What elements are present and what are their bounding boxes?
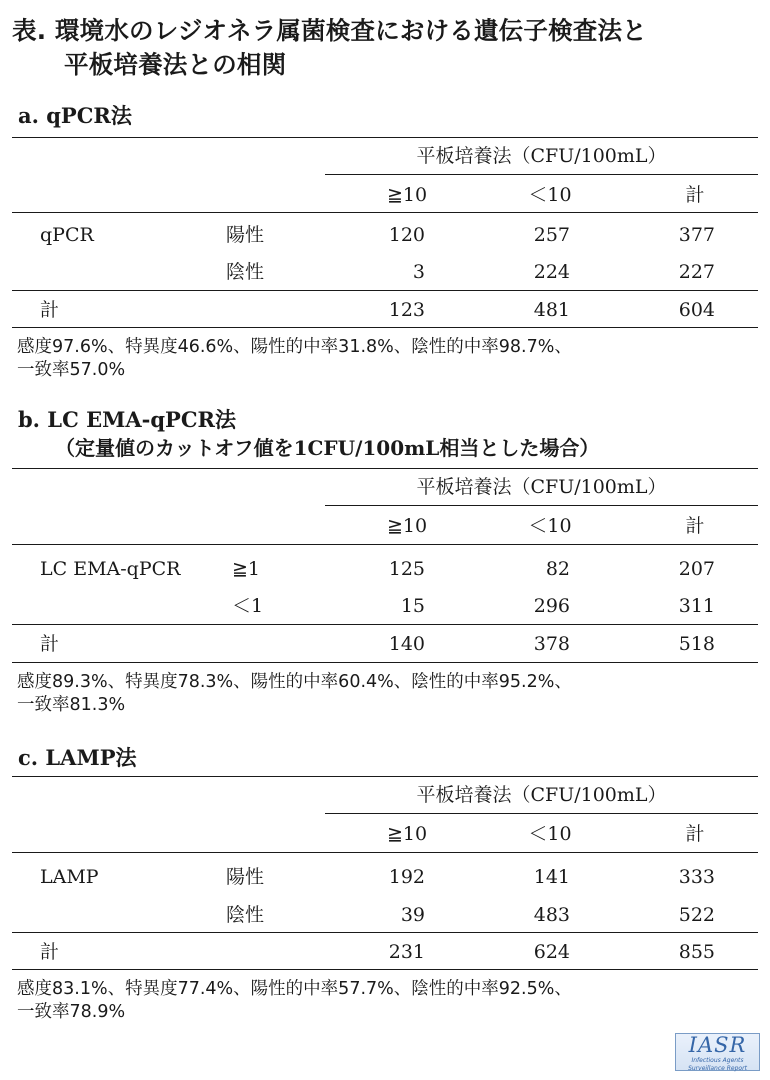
rule-header: [12, 544, 758, 545]
row-label: LC EMA-qPCR: [40, 558, 181, 580]
title-line-2: 平板培養法との相関: [64, 50, 287, 79]
rule-top: [12, 468, 758, 469]
logo-tagline: Infectious Agents Surveillance Report: [688, 1057, 747, 1072]
row-category: ≧1: [232, 558, 261, 580]
col-header-lt10: ＜10: [528, 184, 572, 206]
total-value: 231: [388, 941, 425, 963]
section-heading-text: b. LC EMA-qPCR法: [18, 407, 236, 432]
cell-value: 227: [678, 261, 715, 283]
row-category: 陽性: [226, 866, 265, 888]
group-header: 平板培養法（CFU/100mL）: [416, 784, 667, 806]
total-value: 624: [533, 941, 570, 963]
col-header-ge10: ≧10: [386, 823, 428, 845]
col-header-lt10: ＜10: [528, 515, 572, 537]
cell-value: 257: [533, 224, 570, 246]
cell-value: 377: [678, 224, 715, 246]
cell-value: 483: [533, 904, 570, 926]
cell-value: 15: [400, 595, 425, 617]
rule-group: [325, 813, 758, 814]
rule-total: [12, 932, 758, 933]
title-line-1: 表. 環境水のレジオネラ属菌検査における遺伝子検査法と: [12, 16, 647, 45]
col-header-total: 計: [685, 515, 705, 537]
row-label: qPCR: [40, 224, 94, 246]
cell-value: 82: [545, 558, 570, 580]
section-heading-text: c. LAMP法: [18, 745, 137, 770]
section-heading: [18, 102, 132, 130]
cell-value: 39: [400, 904, 425, 926]
rule-total: [12, 624, 758, 625]
col-header-ge10: ≧10: [386, 515, 428, 537]
cell-value: 296: [533, 595, 570, 617]
cell-value: 333: [678, 866, 715, 888]
rule-total: [12, 290, 758, 291]
rule-bottom: [12, 969, 758, 970]
stats-line-1: 感度97.6%、特異度46.6%、陽性的中率31.8%、陰性的中率98.7%、: [17, 337, 572, 357]
rule-group: [325, 505, 758, 506]
stats-line-2: 一致率81.3%: [17, 695, 126, 715]
row-label: LAMP: [40, 866, 99, 888]
col-header-lt10: ＜10: [528, 823, 572, 845]
section-heading: [18, 744, 137, 772]
section-heading-text: a. qPCR法: [18, 103, 132, 128]
total-label: 計: [40, 299, 60, 321]
rule-bottom: [12, 662, 758, 663]
group-header: 平板培養法（CFU/100mL）: [416, 145, 667, 167]
col-header-ge10: ≧10: [386, 184, 428, 206]
iasr-logo: [675, 1033, 760, 1071]
cell-value: 192: [388, 866, 425, 888]
col-header-total: 計: [685, 184, 705, 206]
row-category: 陰性: [226, 904, 265, 926]
rule-header: [12, 852, 758, 853]
rule-header: [12, 212, 758, 213]
group-header: 平板培養法（CFU/100mL）: [416, 476, 667, 498]
row-category: 陽性: [226, 224, 265, 246]
stats-note: [17, 671, 757, 717]
section-subheading: （定量値のカットオフ値を1CFU/100mL相当とした場合）: [55, 436, 600, 460]
cell-value: 224: [533, 261, 570, 283]
cell-value: 3: [412, 261, 425, 283]
total-value: 140: [388, 633, 425, 655]
row-category: 陰性: [226, 261, 265, 283]
stats-line-1: 感度83.1%、特異度77.4%、陽性的中率57.7%、陰性的中率92.5%、: [17, 979, 572, 999]
section-heading: [18, 406, 599, 462]
stats-line-2: 一致率78.9%: [17, 1002, 126, 1022]
cell-value: 125: [388, 558, 425, 580]
col-header-total: 計: [685, 823, 705, 845]
rule-bottom: [12, 327, 758, 328]
cell-value: 311: [678, 595, 715, 617]
rule-group: [325, 174, 758, 175]
logo-text: IASR: [688, 1033, 747, 1057]
stats-line-1: 感度89.3%、特異度78.3%、陽性的中率60.4%、陰性的中率95.2%、: [17, 672, 572, 692]
row-category: ＜1: [232, 595, 264, 617]
total-label: 計: [40, 633, 60, 655]
stats-note: [17, 336, 757, 382]
rule-top: [12, 137, 758, 138]
cell-value: 522: [678, 904, 715, 926]
total-value: 481: [533, 299, 570, 321]
table-title: [12, 14, 762, 82]
total-value: 855: [678, 941, 715, 963]
rule-top: [12, 776, 758, 777]
stats-note: [17, 978, 757, 1024]
total-label: 計: [40, 941, 60, 963]
total-value: 123: [388, 299, 425, 321]
total-value: 378: [533, 633, 570, 655]
stats-line-2: 一致率57.0%: [17, 360, 126, 380]
cell-value: 141: [533, 866, 570, 888]
total-value: 604: [678, 299, 715, 321]
total-value: 518: [678, 633, 715, 655]
cell-value: 207: [678, 558, 715, 580]
cell-value: 120: [388, 224, 425, 246]
